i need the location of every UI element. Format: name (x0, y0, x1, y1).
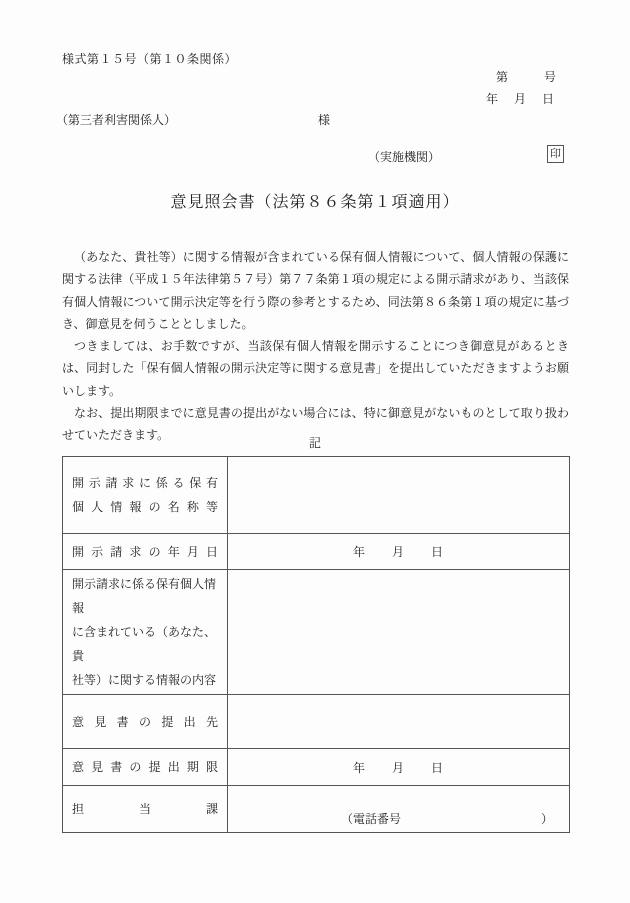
row-label-info-content: 開示請求に係る保有個人情報 に含まれている（あなた、貴 社等）に関する情報の内容 (63, 570, 228, 695)
body-text (62, 246, 569, 447)
row-label-submission-deadline: 意見書の提出期限 (63, 749, 228, 786)
paragraph-2: つきましては、お手数ですが、当該保有個人情報を開示することにつき御意見があるときは、同封した「保有個人情報の開示決定等に関する意見書」を提出していただきますようお願いします。 (62, 339, 569, 398)
phone-number-line (228, 786, 569, 832)
seal-stamp-box: 印 (547, 145, 564, 163)
addressee-honorific: 様 (318, 113, 331, 127)
record-marker: 記 (308, 436, 321, 450)
paragraph-3: なお、提出期限までに意見書の提出がない場合には、特に御意見がないものとして取り扱わせていただきます。 (62, 406, 569, 443)
table-row (63, 534, 570, 570)
row-label-held-info-name: 開示請求に係る保有 個人情報の名称等 (63, 457, 228, 534)
paragraph-1: （あなた、貴社等）に関する情報が含まれている保有個人情報について、個人情報の保護に関する法律（平成１５年法律第５７号）第７７条第１項の規定による開示請求があり、当該保有個人情報について開示決定等を行う際の参考とするため、同法第８６条第１項の規定に基づき、御意見を伺うこととしました。 (62, 250, 569, 331)
issuer-label: （実施機関） (368, 150, 441, 164)
issue-date-line: 年 月 日 (485, 92, 556, 106)
phone-number-label: （電話番号 (341, 812, 402, 826)
row-label-section-in-charge: 担当課 (63, 786, 228, 833)
document-number-line: 第 号 (495, 70, 556, 84)
form-number: 様式第１５号（第１０条関係） (62, 52, 238, 66)
request-details-table (62, 456, 570, 833)
field-held-info-name (228, 457, 570, 534)
phone-number-close-paren: ） (540, 812, 553, 826)
row-label-request-date: 開示請求の年月日 (63, 534, 228, 570)
addressee-label: （第三者利害関係人） (56, 113, 177, 127)
table-row (63, 570, 570, 695)
document-title: 意見照会書（法第８６条第１項適用） (170, 194, 460, 211)
table-row (63, 457, 570, 534)
table-row (63, 786, 570, 833)
field-submission-destination (228, 695, 570, 749)
row-label-submission-destination: 意見書の提出先 (63, 695, 228, 749)
field-info-content (228, 570, 570, 695)
table-row (63, 695, 570, 749)
field-section-in-charge (228, 786, 570, 833)
table-row (63, 749, 570, 786)
field-request-date: 年 月 日 (228, 534, 570, 570)
field-submission-deadline: 年 月 日 (228, 749, 570, 786)
